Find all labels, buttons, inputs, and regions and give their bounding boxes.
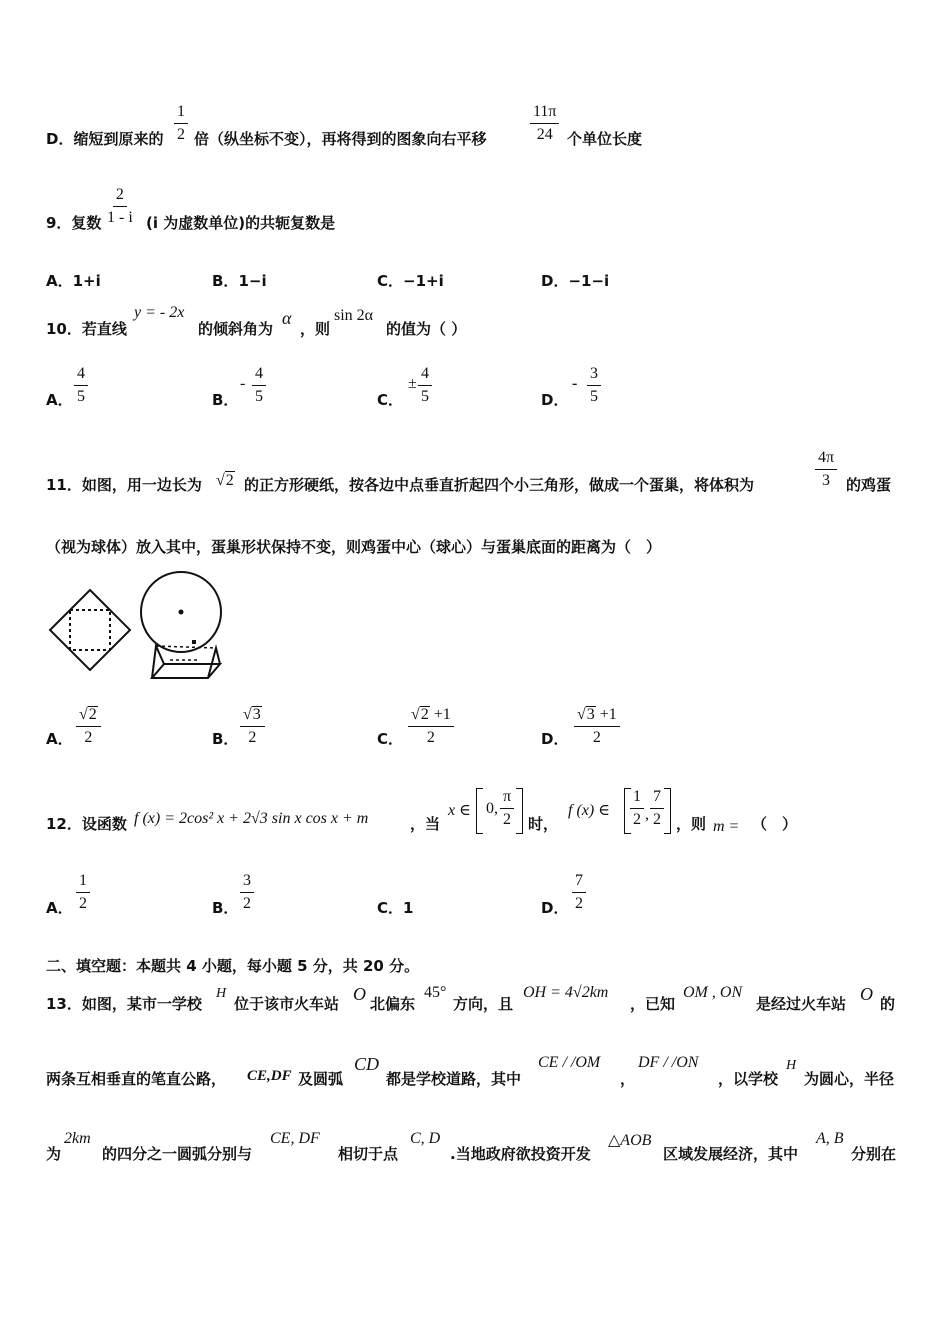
q13-cedf2: CE, DF bbox=[270, 1130, 320, 1147]
q13-deg: 45° bbox=[424, 984, 447, 1001]
q11-option-a-frac: $\frac{√2}{2}$ bbox=[76, 706, 101, 746]
q13-ab: A, B bbox=[816, 1130, 844, 1147]
q12-option-b-label: B． bbox=[212, 899, 239, 917]
q13-l3f: 分别在 bbox=[851, 1145, 897, 1163]
q11-option-b-label: B． bbox=[212, 730, 239, 748]
q10-sin: sin 2α bbox=[334, 307, 374, 324]
q10-option-d-label: D． bbox=[541, 391, 569, 409]
q13-omon: OM , ON bbox=[683, 984, 743, 1001]
q13-g: 的 bbox=[880, 995, 896, 1013]
q13-aob: △AOB bbox=[608, 1132, 652, 1149]
q10-mid: 的倾斜角为 bbox=[198, 320, 274, 338]
q12-range-comma: , bbox=[645, 806, 649, 823]
q13-dfon: DF / /ON bbox=[638, 1054, 699, 1071]
q11-line2: （视为球体）放入其中，蛋巢形状保持不变，则鸡蛋中心（球心）与蛋巢底面的距离为（ ） bbox=[46, 538, 662, 556]
q9-suffix: (i 为虚数单位)的共轭复数是 bbox=[146, 214, 336, 232]
egg-nest-figure bbox=[48, 568, 228, 686]
q13-a: 13．如图，某市一学校 bbox=[46, 995, 202, 1013]
q11-sqrt: √2 bbox=[216, 472, 234, 489]
q13-l2b: 及圆弧 bbox=[298, 1070, 344, 1088]
q11-option-c-label: C． bbox=[377, 730, 404, 748]
outer-square bbox=[50, 590, 130, 670]
q11-option-b-frac: $\frac{√3}{2}$ bbox=[240, 706, 265, 746]
q13-c: 北偏东 bbox=[370, 995, 416, 1013]
q13-l2c: 都是学校道路，其中 bbox=[386, 1070, 522, 1088]
q11-option-d-label: D． bbox=[541, 730, 569, 748]
q10-alpha: α bbox=[282, 308, 292, 328]
q11-volume-frac: $\frac{4\pi}{3}$ bbox=[815, 450, 837, 489]
q13-cedf: CE,DF bbox=[247, 1068, 292, 1084]
q13-O: O bbox=[353, 984, 366, 1004]
q11-option-a-label: A． bbox=[46, 730, 73, 748]
nest-fold-left bbox=[152, 646, 164, 678]
sphere-center bbox=[179, 610, 184, 615]
q11-option-d-frac: $\frac{√3 +1}{2}$ bbox=[574, 706, 620, 746]
q13-l3b: 的四分之一圆弧分别与 bbox=[102, 1145, 253, 1163]
q13-l3a: 为 bbox=[46, 1145, 62, 1163]
q13-e: ，已知 bbox=[630, 995, 676, 1013]
q10-option-a-frac: $\frac{4}{5}$ bbox=[74, 366, 88, 405]
q10-option-b-label: B． bbox=[212, 391, 239, 409]
q11-option-c-frac: $\frac{√2 +1}{2}$ bbox=[408, 706, 454, 746]
q9-option-b: B．1−i bbox=[212, 272, 267, 290]
q12-range-frac2: $\frac{7}{2}$ bbox=[650, 789, 664, 828]
q13-l3e: 区域发展经济，其中 bbox=[663, 1145, 799, 1163]
q13-l2e: 为圆心，半径 bbox=[804, 1070, 895, 1088]
q10-option-d-sign: - bbox=[572, 375, 578, 392]
q8-fraction: $\frac{1}{2}$ bbox=[174, 104, 188, 143]
q13-ceom: CE / /OM bbox=[538, 1054, 601, 1071]
q12-prefix: 12．设函数 bbox=[46, 815, 127, 833]
q12-option-c: C．1 bbox=[377, 899, 414, 917]
q12-option-b-frac: $\frac{3}{2}$ bbox=[240, 873, 254, 912]
q12-f-in: f (x) ∈ bbox=[568, 802, 611, 819]
tangent-point bbox=[192, 640, 196, 644]
q10-mid2: ，则 bbox=[300, 320, 331, 338]
q8-option-d-label: D．缩短到原来的 bbox=[46, 130, 164, 148]
q12-ze: ，则 bbox=[676, 815, 707, 833]
q13-H2: H bbox=[786, 1058, 797, 1073]
q10-option-d-frac: $\frac{3}{5}$ bbox=[587, 366, 601, 405]
q12-interval-frac: $\frac{\pi}{2}$ bbox=[500, 789, 514, 828]
q10-option-c-sign: ± bbox=[408, 375, 417, 392]
q13-H: H bbox=[216, 986, 227, 1001]
q10-option-b-frac: $\frac{4}{5}$ bbox=[252, 366, 266, 405]
q12-x-in: x ∈ bbox=[448, 802, 471, 819]
q13-km2: 2km bbox=[64, 1130, 91, 1147]
q13-oh: OH = 4√2km bbox=[523, 984, 609, 1001]
q11-line1c: 的鸡蛋 bbox=[846, 476, 892, 494]
q9-fraction: $\frac{2}{1 - i}$ bbox=[107, 186, 133, 226]
q9-option-c: C．−1+i bbox=[377, 272, 444, 290]
q13-l2d: ，以学校 bbox=[718, 1070, 779, 1088]
q12-paren: （ ） bbox=[752, 815, 798, 833]
q10-line-eq: y = - 2x bbox=[134, 304, 185, 321]
q9-prefix: 9．复数 bbox=[46, 214, 102, 232]
q10-option-c-label: C． bbox=[377, 391, 404, 409]
q12-shi: 时， bbox=[528, 815, 559, 833]
q13-f: 是经过火车站 bbox=[756, 995, 847, 1013]
q12-interval-close bbox=[516, 788, 523, 834]
q13-l2a: 两条互相垂直的笔直公路， bbox=[46, 1070, 227, 1088]
q9-option-d: D．−1−i bbox=[541, 272, 610, 290]
q11-line1b: 的正方形硬纸，按各边中点垂直折起四个小三角形，做成一个蛋巢，将体积为 bbox=[244, 476, 755, 494]
q13-cd-points: C, D bbox=[410, 1130, 441, 1147]
q10-suffix: 的值为（ ） bbox=[386, 320, 467, 338]
q12-option-d-label: D． bbox=[541, 899, 569, 917]
q8-mid-text: 倍（纵坐标不变），再将得到的图象向右平移 bbox=[194, 130, 487, 148]
q10-option-b-sign: - bbox=[240, 375, 246, 392]
inner-dashed-square bbox=[70, 610, 110, 650]
q12-option-a-frac: $\frac{1}{2}$ bbox=[76, 873, 90, 912]
section2-title: 二、填空题：本题共 4 小题，每小题 5 分，共 20 分。 bbox=[46, 957, 420, 975]
q12-when: ，当 bbox=[410, 815, 441, 833]
q13-d: 方向，且 bbox=[453, 995, 514, 1013]
q13-l3c: 相切于点 bbox=[338, 1145, 399, 1163]
q12-interval-open bbox=[476, 788, 483, 834]
q13-l3d: .当地政府欲投资开发 bbox=[450, 1145, 591, 1163]
q12-function: f (x) = 2cos² x + 2√3 sin x cos x + m bbox=[134, 810, 369, 827]
q11-line1a: 11．如图，用一边长为 bbox=[46, 476, 202, 494]
q10-option-c-frac: $\frac{4}{5}$ bbox=[418, 366, 432, 405]
q10-prefix: 10．若直线 bbox=[46, 320, 127, 338]
q12-interval-a: 0, bbox=[486, 800, 498, 817]
q13-b: 位于该市火车站 bbox=[234, 995, 340, 1013]
q8-end-text: 个单位长度 bbox=[567, 130, 643, 148]
q12-range-close bbox=[664, 788, 671, 834]
q13-arc-cd: CD bbox=[354, 1054, 380, 1074]
q12-m: m = bbox=[713, 818, 740, 835]
q12-option-d-frac: $\frac{7}{2}$ bbox=[572, 873, 586, 912]
q13-O2: O bbox=[860, 984, 873, 1004]
q13-comma: ， bbox=[620, 1070, 636, 1088]
q8-shift-fraction: $\frac{11\pi}{24}$ bbox=[530, 104, 559, 143]
q12-range-frac1: $\frac{1}{2}$ bbox=[630, 789, 644, 828]
q12-option-a-label: A． bbox=[46, 899, 73, 917]
q9-option-a: A．1+i bbox=[46, 272, 101, 290]
q10-option-a-label: A． bbox=[46, 391, 73, 409]
